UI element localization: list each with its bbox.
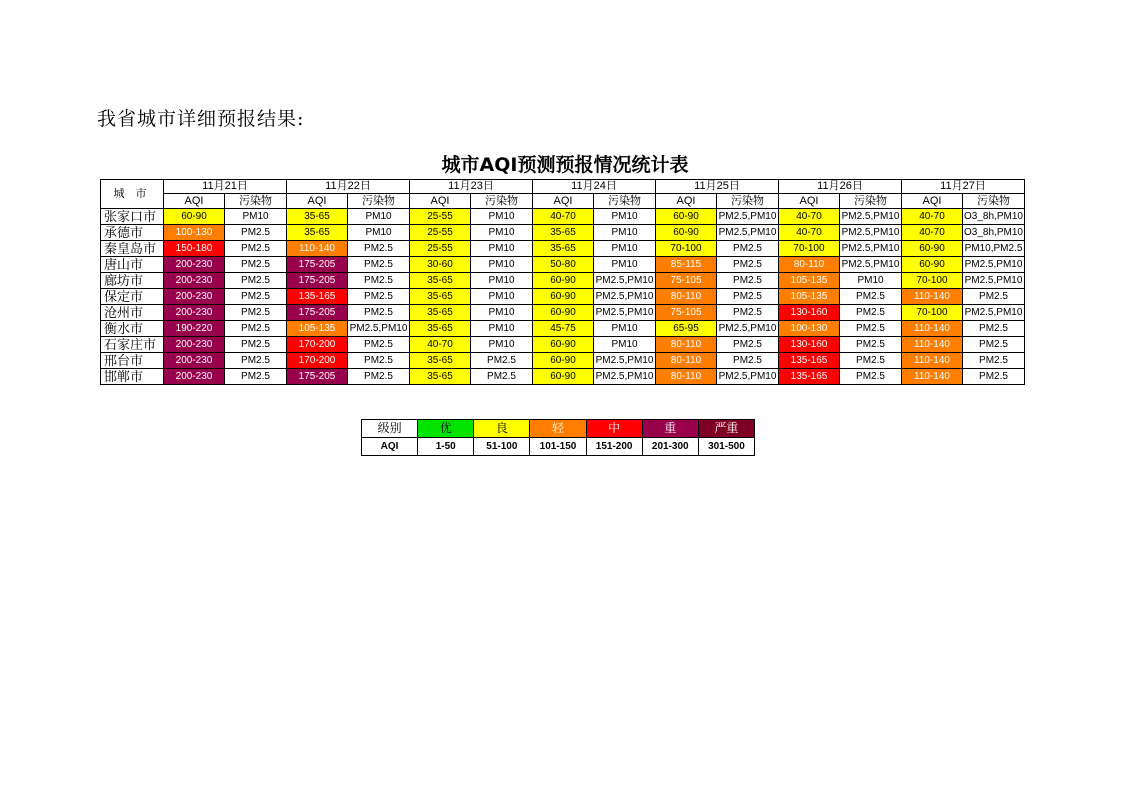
aqi-cell: 60-90: [656, 225, 717, 241]
pollutant-cell: PM2.5: [348, 241, 410, 257]
aqi-cell: 40-70: [779, 225, 840, 241]
pollutant-cell: PM10: [594, 321, 656, 337]
aqi-cell: 60-90: [533, 337, 594, 353]
table-row: [101, 289, 1025, 305]
pollutant-cell: PM10: [594, 337, 656, 353]
aqi-cell: 35-65: [533, 225, 594, 241]
city-name: 衡水市: [101, 321, 164, 337]
pollutant-cell: PM2.5,PM10: [717, 369, 779, 385]
legend-level-name: 严重: [698, 420, 754, 438]
pollutant-subheader: 污染物: [471, 194, 533, 209]
pollutant-cell: PM10,PM2.5: [963, 241, 1025, 257]
aqi-cell: 35-65: [533, 241, 594, 257]
legend-range: 101-150: [530, 438, 586, 456]
aqi-cell: 110-140: [902, 369, 963, 385]
date-header: 11月27日: [902, 180, 1025, 194]
date-header: 11月25日: [656, 180, 779, 194]
aqi-cell: 200-230: [164, 305, 225, 321]
aqi-cell: 35-65: [287, 209, 348, 225]
aqi-cell: 105-135: [779, 289, 840, 305]
table-row: [101, 337, 1025, 353]
aqi-cell: 100-130: [164, 225, 225, 241]
aqi-cell: 45-75: [533, 321, 594, 337]
pollutant-cell: PM10: [471, 337, 533, 353]
city-name: 邯郸市: [101, 369, 164, 385]
pollutant-subheader: 污染物: [840, 194, 902, 209]
pollutant-cell: PM2.5: [840, 321, 902, 337]
pollutant-cell: PM10: [471, 209, 533, 225]
pollutant-cell: PM2.5: [225, 321, 287, 337]
aqi-cell: 175-205: [287, 369, 348, 385]
aqi-cell: 200-230: [164, 369, 225, 385]
aqi-cell: 70-100: [656, 241, 717, 257]
pollutant-cell: PM2.5,PM10: [963, 305, 1025, 321]
pollutant-cell: PM2.5: [225, 305, 287, 321]
pollutant-cell: PM2.5: [717, 241, 779, 257]
city-name: 邢台市: [101, 353, 164, 369]
pollutant-cell: PM2.5: [348, 369, 410, 385]
aqi-cell: 135-165: [779, 353, 840, 369]
pollutant-subheader: 污染物: [717, 194, 779, 209]
pollutant-cell: PM2.5: [225, 369, 287, 385]
legend-range: 301-500: [698, 438, 754, 456]
aqi-cell: 105-135: [779, 273, 840, 289]
pollutant-cell: PM2.5: [717, 257, 779, 273]
aqi-cell: 110-140: [902, 353, 963, 369]
city-column-header: 城 市: [101, 180, 164, 209]
table-row: [101, 225, 1025, 241]
date-header: 11月21日: [164, 180, 287, 194]
aqi-cell: 60-90: [533, 305, 594, 321]
pollutant-subheader: 污染物: [594, 194, 656, 209]
legend-range: 151-200: [586, 438, 642, 456]
pollutant-cell: PM2.5: [840, 337, 902, 353]
pollutant-cell: O3_8h,PM10: [963, 209, 1025, 225]
aqi-cell: 25-55: [410, 225, 471, 241]
aqi-cell: 80-110: [656, 353, 717, 369]
aqi-cell: 190-220: [164, 321, 225, 337]
city-name: 廊坊市: [101, 273, 164, 289]
pollutant-cell: PM10: [348, 209, 410, 225]
aqi-cell: 50-80: [533, 257, 594, 273]
aqi-cell: 65-95: [656, 321, 717, 337]
pollutant-cell: PM2.5,PM10: [963, 257, 1025, 273]
pollutant-cell: PM2.5,PM10: [594, 273, 656, 289]
aqi-cell: 35-65: [410, 289, 471, 305]
pollutant-cell: PM2.5,PM10: [348, 321, 410, 337]
aqi-cell: 110-140: [902, 337, 963, 353]
pollutant-cell: PM2.5: [348, 257, 410, 273]
aqi-cell: 175-205: [287, 273, 348, 289]
pollutant-cell: PM10: [471, 273, 533, 289]
pollutant-cell: PM2.5: [717, 273, 779, 289]
pollutant-cell: PM10: [471, 225, 533, 241]
pollutant-cell: PM2.5: [840, 369, 902, 385]
pollutant-cell: PM2.5: [348, 305, 410, 321]
pollutant-cell: PM2.5: [717, 353, 779, 369]
pollutant-cell: PM2.5: [717, 337, 779, 353]
pollutant-cell: PM2.5: [963, 353, 1025, 369]
pollutant-cell: PM2.5: [225, 225, 287, 241]
pollutant-cell: PM2.5: [225, 257, 287, 273]
aqi-cell: 60-90: [902, 241, 963, 257]
pollutant-cell: PM2.5: [840, 289, 902, 305]
date-header-row: [101, 180, 1025, 194]
aqi-cell: 135-165: [779, 369, 840, 385]
aqi-cell: 80-110: [656, 289, 717, 305]
table-row: [101, 321, 1025, 337]
table-row: [101, 209, 1025, 225]
aqi-cell: 40-70: [410, 337, 471, 353]
aqi-cell: 130-160: [779, 305, 840, 321]
city-name: 承德市: [101, 225, 164, 241]
pollutant-cell: PM2.5,PM10: [840, 241, 902, 257]
pollutant-cell: PM10: [225, 209, 287, 225]
pollutant-cell: PM10: [471, 241, 533, 257]
pollutant-cell: PM10: [471, 321, 533, 337]
table-row: [101, 369, 1025, 385]
pollutant-cell: PM2.5,PM10: [594, 305, 656, 321]
aqi-cell: 35-65: [410, 353, 471, 369]
aqi-cell: 75-105: [656, 273, 717, 289]
aqi-subheader: AQI: [779, 194, 840, 209]
aqi-cell: 175-205: [287, 257, 348, 273]
legend-aqi-label: AQI: [362, 438, 418, 456]
table-title: 城市AQI预测预报情况统计表: [441, 154, 689, 176]
pollutant-cell: PM2.5,PM10: [594, 289, 656, 305]
aqi-cell: 200-230: [164, 273, 225, 289]
aqi-cell: 30-60: [410, 257, 471, 273]
aqi-cell: 35-65: [410, 321, 471, 337]
sub-header-row: [101, 194, 1025, 209]
pollutant-cell: PM10: [594, 257, 656, 273]
pollutant-cell: PM2.5: [471, 353, 533, 369]
aqi-cell: 70-100: [902, 273, 963, 289]
legend-level-name: 中: [586, 420, 642, 438]
aqi-subheader: AQI: [656, 194, 717, 209]
legend-level-row: [362, 420, 755, 438]
aqi-cell: 80-110: [656, 369, 717, 385]
pollutant-cell: PM2.5: [348, 337, 410, 353]
date-header: 11月23日: [410, 180, 533, 194]
pollutant-cell: PM2.5,PM10: [840, 209, 902, 225]
legend-level-name: 优: [418, 420, 474, 438]
aqi-subheader: AQI: [410, 194, 471, 209]
pollutant-cell: PM2.5,PM10: [840, 225, 902, 241]
pollutant-cell: PM2.5: [471, 369, 533, 385]
legend-level-name: 轻: [530, 420, 586, 438]
aqi-cell: 60-90: [533, 353, 594, 369]
aqi-cell: 35-65: [410, 305, 471, 321]
aqi-cell: 170-200: [287, 353, 348, 369]
aqi-forecast-table: [100, 179, 1025, 385]
aqi-cell: 110-140: [902, 289, 963, 305]
pollutant-cell: PM2.5: [963, 337, 1025, 353]
aqi-cell: 200-230: [164, 337, 225, 353]
table-row: [101, 353, 1025, 369]
date-header: 11月26日: [779, 180, 902, 194]
pollutant-cell: PM2.5,PM10: [717, 321, 779, 337]
aqi-legend-table: [361, 419, 755, 456]
table-row: [101, 305, 1025, 321]
date-header: 11月24日: [533, 180, 656, 194]
pollutant-cell: PM2.5: [225, 337, 287, 353]
city-name: 石家庄市: [101, 337, 164, 353]
aqi-table-body: [101, 209, 1025, 385]
aqi-cell: 110-140: [287, 241, 348, 257]
pollutant-subheader: 污染物: [963, 194, 1025, 209]
pollutant-cell: PM2.5: [225, 273, 287, 289]
pollutant-cell: PM2.5,PM10: [594, 353, 656, 369]
pollutant-cell: PM2.5,PM10: [594, 369, 656, 385]
intro-text: 我省城市详细预报结果:: [97, 108, 305, 130]
pollutant-cell: O3_8h,PM10: [963, 225, 1025, 241]
aqi-cell: 175-205: [287, 305, 348, 321]
pollutant-cell: PM2.5: [963, 289, 1025, 305]
aqi-subheader: AQI: [902, 194, 963, 209]
aqi-cell: 40-70: [779, 209, 840, 225]
aqi-cell: 60-90: [656, 209, 717, 225]
pollutant-cell: PM10: [471, 257, 533, 273]
aqi-cell: 40-70: [902, 209, 963, 225]
aqi-cell: 200-230: [164, 353, 225, 369]
aqi-cell: 35-65: [287, 225, 348, 241]
legend-range: 51-100: [474, 438, 530, 456]
pollutant-cell: PM2.5: [717, 305, 779, 321]
aqi-cell: 200-230: [164, 289, 225, 305]
aqi-cell: 35-65: [410, 273, 471, 289]
city-name: 张家口市: [101, 209, 164, 225]
aqi-cell: 105-135: [287, 321, 348, 337]
pollutant-cell: PM2.5: [348, 289, 410, 305]
pollutant-cell: PM2.5: [963, 321, 1025, 337]
city-name: 唐山市: [101, 257, 164, 273]
legend-level-label: 级别: [362, 420, 418, 438]
aqi-cell: 135-165: [287, 289, 348, 305]
aqi-cell: 100-130: [779, 321, 840, 337]
pollutant-cell: PM2.5,PM10: [840, 257, 902, 273]
city-name: 沧州市: [101, 305, 164, 321]
aqi-cell: 40-70: [533, 209, 594, 225]
pollutant-cell: PM2.5: [225, 353, 287, 369]
pollutant-cell: PM2.5: [348, 353, 410, 369]
pollutant-cell: PM2.5,PM10: [717, 209, 779, 225]
pollutant-cell: PM2.5,PM10: [963, 273, 1025, 289]
city-name: 保定市: [101, 289, 164, 305]
pollutant-subheader: 污染物: [348, 194, 410, 209]
aqi-cell: 70-100: [779, 241, 840, 257]
aqi-subheader: AQI: [287, 194, 348, 209]
legend-range: 201-300: [642, 438, 698, 456]
pollutant-cell: PM10: [840, 273, 902, 289]
pollutant-cell: PM2.5,PM10: [717, 225, 779, 241]
pollutant-cell: PM10: [594, 241, 656, 257]
aqi-cell: 25-55: [410, 209, 471, 225]
legend-level-name: 良: [474, 420, 530, 438]
aqi-cell: 60-90: [533, 369, 594, 385]
aqi-cell: 80-110: [656, 337, 717, 353]
date-header: 11月22日: [287, 180, 410, 194]
aqi-cell: 60-90: [164, 209, 225, 225]
pollutant-cell: PM10: [594, 209, 656, 225]
aqi-subheader: AQI: [164, 194, 225, 209]
aqi-cell: 60-90: [902, 257, 963, 273]
aqi-cell: 80-110: [779, 257, 840, 273]
table-row: [101, 273, 1025, 289]
pollutant-cell: PM2.5: [840, 305, 902, 321]
aqi-cell: 170-200: [287, 337, 348, 353]
aqi-cell: 60-90: [533, 273, 594, 289]
aqi-cell: 150-180: [164, 241, 225, 257]
pollutant-cell: PM10: [594, 225, 656, 241]
aqi-cell: 75-105: [656, 305, 717, 321]
aqi-cell: 25-55: [410, 241, 471, 257]
pollutant-cell: PM2.5: [225, 241, 287, 257]
table-row: [101, 257, 1025, 273]
pollutant-cell: PM10: [348, 225, 410, 241]
table-row: [101, 241, 1025, 257]
pollutant-cell: PM2.5: [963, 369, 1025, 385]
legend-level-name: 重: [642, 420, 698, 438]
pollutant-cell: PM10: [471, 289, 533, 305]
aqi-cell: 130-160: [779, 337, 840, 353]
aqi-cell: 60-90: [533, 289, 594, 305]
pollutant-subheader: 污染物: [225, 194, 287, 209]
pollutant-cell: PM2.5: [717, 289, 779, 305]
aqi-cell: 40-70: [902, 225, 963, 241]
aqi-cell: 200-230: [164, 257, 225, 273]
aqi-cell: 35-65: [410, 369, 471, 385]
aqi-subheader: AQI: [533, 194, 594, 209]
pollutant-cell: PM2.5: [840, 353, 902, 369]
aqi-cell: 70-100: [902, 305, 963, 321]
pollutant-cell: PM2.5: [225, 289, 287, 305]
pollutant-cell: PM10: [471, 305, 533, 321]
legend-range: 1-50: [418, 438, 474, 456]
aqi-cell: 110-140: [902, 321, 963, 337]
legend-range-row: [362, 438, 755, 456]
aqi-cell: 85-115: [656, 257, 717, 273]
pollutant-cell: PM2.5: [348, 273, 410, 289]
city-name: 秦皇岛市: [101, 241, 164, 257]
